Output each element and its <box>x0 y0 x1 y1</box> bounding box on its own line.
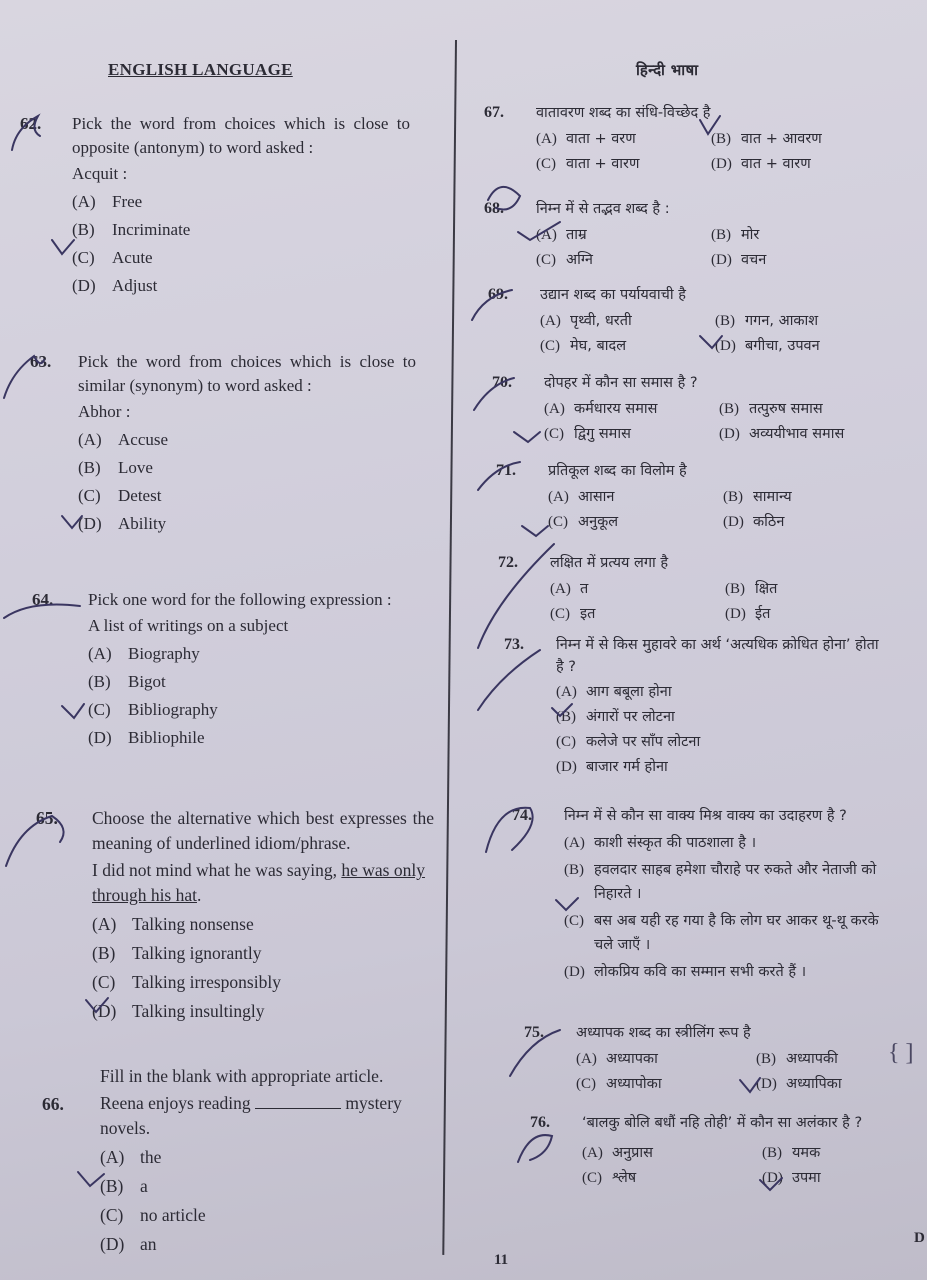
option-b: (B) गगन, आकाश <box>715 313 819 329</box>
option-c: (C) द्विगु समास <box>544 426 631 442</box>
option-c: (C) Acute <box>72 248 153 267</box>
option-a: (A) आग बबूला होना <box>556 684 672 700</box>
option-d: (D) उपमा <box>762 1170 821 1186</box>
option-a: (A) त <box>550 581 589 597</box>
option-c: (C) अग्नि <box>536 252 593 268</box>
question-prompt: Reena enjoys reading mystery novels. <box>100 1093 402 1138</box>
tick-mark <box>518 1135 552 1162</box>
question-stem: Pick the word from choices which is close to similar (synonym) to word asked : <box>78 352 416 395</box>
option-a: (A) Free <box>72 192 143 211</box>
question-stem: Pick one word for the following expression : <box>88 590 392 609</box>
question-number: 68. <box>484 200 504 217</box>
option-d: (D) Adjust <box>72 276 158 295</box>
question-number: 62. <box>20 114 42 133</box>
option-c: (C) no article <box>100 1205 206 1225</box>
option-b: (B) क्षित <box>725 581 778 597</box>
question-67 <box>484 102 876 175</box>
question-number: 63. <box>30 352 52 371</box>
tick-mark <box>514 432 540 442</box>
option-a: (A) Talking nonsense <box>92 914 254 934</box>
option-d: (D) ईत <box>725 606 771 622</box>
option-b: (B) Incriminate <box>72 220 191 239</box>
option-d: (D) Talking insultingly <box>92 1001 265 1021</box>
question-number: 70. <box>492 374 512 391</box>
english-section-heading: ENGLISH LANGUAGE <box>108 60 293 79</box>
option-d: (D) अध्यापिका <box>756 1076 842 1092</box>
question-number: 64. <box>32 590 54 609</box>
option-b: (B) तत्पुरुष समास <box>719 401 823 417</box>
question-68 <box>484 198 876 271</box>
option-a: (A) पृथ्वी, धरती <box>540 313 632 329</box>
option-c: (C) Bibliography <box>88 700 218 719</box>
option-d: (D) an <box>100 1234 157 1254</box>
question-stem: निम्न में से किस मुहावरे का अर्थ ‘अत्यधिक क्रोधित होना’ होता है ? <box>556 637 879 675</box>
option-d: (D) Bibliophile <box>88 728 205 747</box>
edge-letter: D <box>914 1230 925 1246</box>
option-b: (B) मोर <box>711 227 760 243</box>
underlined-idiom: he was only through his hat <box>92 860 425 905</box>
option-d: (D) वचन <box>711 252 767 268</box>
option-c: (C) कलेजे पर साँप लोटना <box>556 734 701 750</box>
question-number: 74. <box>512 807 532 824</box>
question-number: 76. <box>530 1114 550 1131</box>
option-c: (C) Detest <box>78 486 162 505</box>
question-number: 71. <box>496 462 516 479</box>
option-b: (B) Talking ignorantly <box>92 943 262 963</box>
question-number: 69. <box>488 286 508 303</box>
question-prompt: Abhor : <box>78 402 131 421</box>
option-c: (C) अध्यापोका <box>576 1076 662 1092</box>
question-64 <box>32 588 424 750</box>
question-stem: Pick the word from choices which is close to opposite (antonym) to word asked : <box>72 114 410 157</box>
question-65 <box>36 806 434 1024</box>
option-b: (B) सामान्य <box>723 489 792 505</box>
tick-mark <box>52 240 74 254</box>
question-stem: दोपहर में कौन सा समास है ? <box>544 375 698 391</box>
option-a: (A) ताम्र <box>536 227 587 243</box>
tick-mark <box>522 526 548 536</box>
option-a: (A) कर्मधारय समास <box>544 401 658 417</box>
question-stem: अध्यापक शब्द का स्त्रीलिंग रूप है <box>576 1025 751 1041</box>
question-stem: ‘बालकु बोलि बधौं नहि तोही’ में कौन सा अलंकार है ? <box>582 1115 863 1131</box>
option-d: (D) बगीचा, उपवन <box>715 338 820 354</box>
question-75 <box>524 1022 886 1095</box>
option-c: (C) मेघ, बादल <box>540 338 627 354</box>
question-prompt: A list of writings on a subject <box>88 616 289 635</box>
question-62 <box>20 112 410 298</box>
option-b: (B) यमक <box>762 1145 821 1161</box>
question-70 <box>492 372 884 445</box>
option-a: (A) काशी संस्कृत की पाठशाला है । <box>564 835 757 851</box>
question-stem: वातावरण शब्द का संधि-विच्छेद है <box>536 105 711 121</box>
option-d: (D) लोकप्रिय कवि का सम्मान सभी करते हैं । <box>564 964 807 980</box>
option-c: (C) अनुकूल <box>548 514 619 530</box>
option-c: (C) श्लेष <box>582 1170 637 1186</box>
option-a: (A) Biography <box>88 644 200 663</box>
option-d: (D) कठिन <box>723 514 785 530</box>
option-b: (B) वात + आवरण <box>711 131 822 147</box>
option-b: (B) हवलदार साहब हमेशा चौराहे पर रुकते और नेताजी को निहारते । <box>564 862 877 902</box>
option-b: (B) अध्यापकी <box>756 1051 838 1067</box>
question-number: 72. <box>498 554 518 571</box>
question-number: 65. <box>36 808 58 828</box>
question-stem: प्रतिकूल शब्द का विलोम है <box>548 463 687 479</box>
question-stem: निम्न में से कौन सा वाक्य मिश्र वाक्य का उदाहरण है ? <box>564 808 847 824</box>
option-d: (D) Ability <box>78 514 167 533</box>
question-63 <box>30 350 416 536</box>
question-72 <box>498 552 890 625</box>
question-stem: निम्न में से तद्भव शब्द है : <box>536 201 670 217</box>
option-c: (C) वाता + वारण <box>536 156 640 172</box>
question-stem: Fill in the blank with appropriate article. <box>100 1066 384 1086</box>
question-number: 66. <box>42 1094 64 1114</box>
option-a: (A) वाता + वरण <box>536 131 636 147</box>
option-b: (B) Bigot <box>88 672 166 691</box>
answer-blank <box>255 1094 341 1109</box>
option-a: (A) the <box>100 1147 162 1167</box>
question-number: 73. <box>504 636 524 653</box>
option-b: (B) Love <box>78 458 153 477</box>
question-stem: लक्षित में प्रत्यय लगा है <box>550 555 669 571</box>
question-stem: Choose the alternative which best expresses the meaning of underlined idiom/phrase. <box>92 808 434 853</box>
option-b: (B) a <box>100 1176 148 1196</box>
question-prompt: Acquit : <box>72 164 128 183</box>
question-74 <box>512 804 894 984</box>
option-a: (A) Accuse <box>78 430 169 449</box>
question-prompt: I did not mind what he was saying, he was only through his hat. <box>92 860 425 905</box>
question-number: 75. <box>524 1024 544 1041</box>
question-73 <box>504 634 884 778</box>
option-d: (D) अव्ययीभाव समास <box>719 426 845 442</box>
question-66 <box>42 1064 445 1257</box>
option-a: (A) अनुप्रास <box>582 1145 653 1161</box>
option-b: (B) अंगारों पर लोटना <box>556 709 675 725</box>
option-d: (D) बाजार गर्म होना <box>556 759 668 775</box>
option-a: (A) अध्यापका <box>576 1051 658 1067</box>
question-76 <box>530 1112 908 1189</box>
option-c: (C) इत <box>550 606 596 622</box>
question-number: 67. <box>484 104 504 121</box>
page-number: 11 <box>494 1252 509 1268</box>
question-69 <box>488 284 880 357</box>
question-stem: उद्यान शब्द का पर्यायवाची है <box>540 287 686 303</box>
question-71 <box>496 460 888 533</box>
option-d: (D) वात + वारण <box>711 156 811 172</box>
hindi-section-heading: हिन्दी भाषा <box>636 61 699 79</box>
option-c: (C) बस अब यही रह गया है कि लोग घर आकर थू-थू करके चले जाएँ । <box>564 913 879 953</box>
handwritten-bracket-mark: { ] <box>888 1040 914 1066</box>
option-a: (A) आसान <box>548 489 615 505</box>
option-c: (C) Talking irresponsibly <box>92 972 281 992</box>
tick-mark <box>478 650 540 710</box>
tick-mark <box>62 704 84 718</box>
